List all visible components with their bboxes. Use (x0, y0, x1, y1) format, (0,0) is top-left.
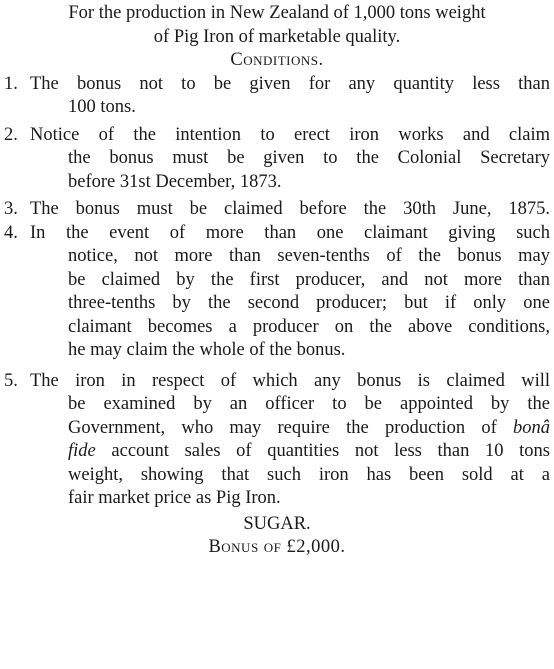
item-line: fair market price as Pig Iron. (68, 488, 281, 508)
item-line: be claimed by the first producer, and not more than (68, 269, 550, 290)
item-number: 5. (4, 370, 18, 391)
condition-item-1 (4, 73, 550, 120)
item-line: be examined by an officer to be appointed by the (68, 394, 550, 414)
item-line: he may claim the whole of the bonus. (68, 340, 346, 360)
item-line: 100 tons. (68, 97, 136, 117)
item-line: claimant becomes a producer on the above conditions, (68, 316, 550, 337)
conditions-heading: Conditions. (230, 50, 324, 70)
sugar-heading: SUGAR. (243, 513, 311, 534)
item-line: The bonus must be claimed before the 30th June, 1875. (30, 199, 550, 219)
item-line: Government, who may require the production of bonâ (68, 417, 550, 438)
item-line: notice, not more than seven-tenths of the bonus may (68, 246, 550, 266)
item-line: before 31st December, 1873. (68, 171, 282, 192)
item-line: Notice of the intention to erect iron works and claim (30, 124, 550, 145)
item-line: The iron in respect of which any bonus is claimed will (30, 370, 550, 391)
item-number: 1. (4, 73, 18, 94)
condition-item-3 (4, 198, 550, 222)
bonus-line: Bonus of £2,000. (208, 537, 346, 557)
italic-fide: fide (68, 441, 96, 461)
condition-item-5 (4, 370, 550, 511)
item-line: fide account sales of quantities not less than 10 tons (68, 441, 550, 461)
item-line: three-tenths by the second producer; but if only one (68, 293, 550, 313)
item-number: 2. (4, 124, 18, 145)
italic-bona: bonâ (513, 417, 550, 438)
item-line: The bonus not to be given for any quantity less than (30, 73, 550, 94)
intro-line-1: For the production in New Zealand of 1,000 tons weight (68, 3, 486, 23)
condition-item-4 (4, 222, 550, 363)
item-line: In the event of more than one claimant giving such (30, 222, 550, 243)
item-line: weight, showing that such iron has been sold at a (68, 464, 550, 485)
item-number: 4. (4, 222, 18, 243)
condition-item-2 (4, 124, 550, 195)
item-line: the bonus must be given to the Colonial Secretary (68, 148, 550, 168)
item-number: 3. (4, 199, 18, 219)
intro-line-2: of Pig Iron of marketable quality. (153, 26, 401, 47)
